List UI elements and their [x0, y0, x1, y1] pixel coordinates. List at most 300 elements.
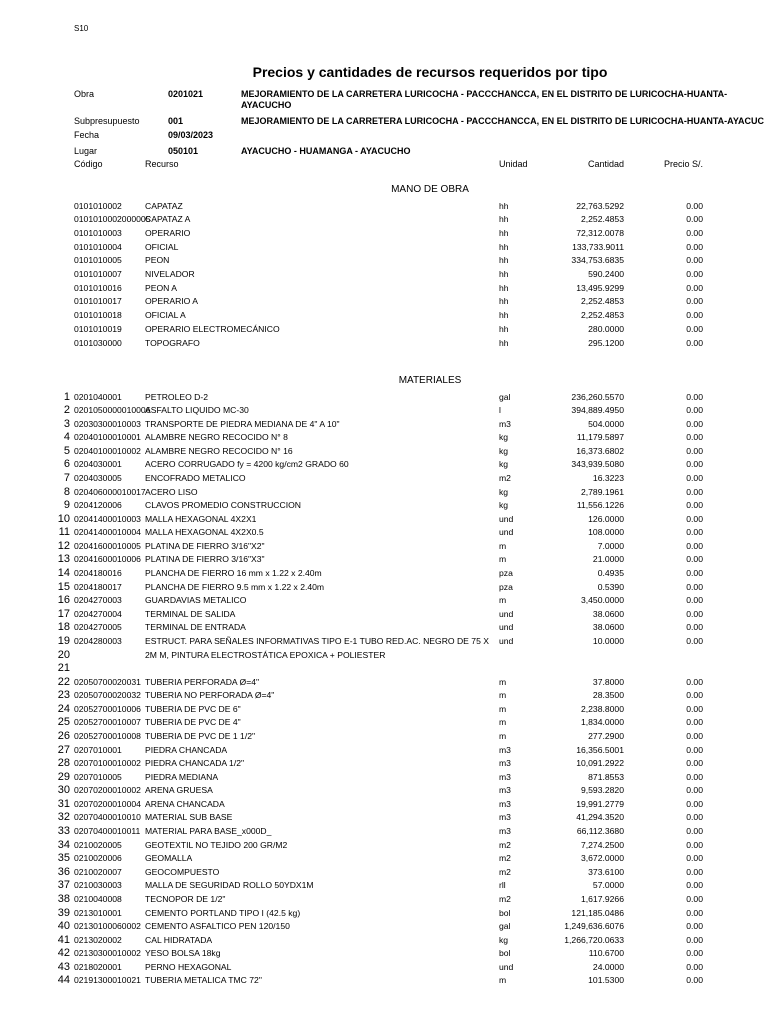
resource-quantity: 236,260.5570: [571, 391, 624, 402]
resource-code: 02052700010007: [74, 717, 141, 728]
resource-price: 0.00: [686, 269, 703, 279]
row-number: 27: [57, 743, 70, 756]
table-row: [0, 404, 768, 418]
table-row: [0, 540, 768, 554]
resource-price: 0.00: [686, 676, 703, 687]
resource-quantity: 101.5300: [588, 975, 624, 986]
resource-unit: m3: [499, 758, 511, 769]
resource-quantity: 22,763.5292: [576, 200, 624, 211]
table-row: [0, 472, 768, 486]
resource-description: ACERO CORRUGADO fy = 4200 kg/cm2 GRADO 60: [145, 459, 349, 470]
resource-price: 0.00: [686, 282, 703, 293]
resource-unit: m2: [499, 839, 511, 850]
resource-code: 0213010001: [74, 907, 122, 918]
resource-unit: hh: [499, 296, 509, 307]
row-number: 18: [57, 621, 70, 634]
resource-code: 0204270003: [74, 595, 122, 606]
resource-quantity: 11,179.5897: [576, 432, 624, 443]
row-number: 25: [57, 716, 70, 729]
resource-quantity: 2,238.8000: [580, 703, 624, 714]
resource-price: 0.00: [686, 826, 703, 837]
resource-description: TUBERIA PERFORADA Ø=4": [145, 676, 260, 687]
resource-description: CEMENTO PORTLAND TIPO I (42.5 kg): [145, 907, 301, 918]
resource-code: 0101010019: [74, 323, 122, 334]
resource-quantity: 504.0000: [588, 418, 624, 429]
resource-quantity: 1,617.9266: [580, 893, 624, 904]
col-cantidad: Cantidad: [587, 159, 624, 169]
row-number: 41: [57, 933, 70, 946]
obra-desc-2: AYACUCHO: [241, 100, 292, 110]
resource-quantity: 10.0000: [592, 635, 624, 646]
resource-code: 0101010007: [74, 269, 122, 279]
resource-quantity: 334,753.6835: [571, 255, 624, 266]
row-number: 38: [57, 892, 70, 905]
resource-description: ALAMBRE NEGRO RECOCIDO N° 8: [145, 432, 288, 443]
resource-unit: m2: [499, 472, 511, 483]
table-row: [0, 254, 768, 268]
resource-price: 0.00: [686, 500, 703, 511]
resource-quantity: 277.2900: [588, 731, 624, 741]
row-number: 40: [57, 920, 70, 933]
resource-quantity: 2,252.4853: [580, 310, 624, 321]
resource-description: CAPATAZ A: [145, 214, 191, 225]
resource-unit: hh: [499, 282, 509, 293]
resource-description: OPERARIO A: [145, 296, 199, 307]
resource-description: MATERIAL PARA BASE_x000D_: [145, 826, 272, 837]
resource-code: 02041400010004: [74, 527, 141, 538]
resource-price: 0.00: [686, 880, 703, 891]
resource-code: 02130100060002: [74, 921, 141, 932]
resource-description: PERNO HEXAGONAL: [145, 961, 232, 972]
resource-quantity: 590.2400: [588, 269, 624, 279]
resource-price: 0.00: [686, 961, 703, 972]
resource-price: 0.00: [686, 418, 703, 429]
resource-unit: gal: [499, 391, 511, 402]
table-row: [0, 486, 768, 500]
resource-description: TUBERIA NO PERFORADA Ø=4": [145, 690, 275, 701]
resource-code: 0210020007: [74, 866, 122, 877]
table-row: [0, 567, 768, 581]
resource-quantity: 394,889.4950: [571, 405, 624, 416]
row-number: 36: [57, 865, 70, 878]
table-row: [0, 337, 768, 351]
resource-quantity: 3,450.0000: [580, 595, 624, 606]
resource-code: 0204120006: [74, 500, 122, 511]
resource-code: 02041600010005: [74, 540, 141, 551]
row-number: 26: [57, 730, 70, 742]
resource-price: 0.00: [686, 296, 703, 307]
table-row: [0, 268, 768, 282]
resource-unit: m: [499, 540, 507, 551]
table-row: [0, 771, 768, 785]
resource-price: 0.00: [686, 472, 703, 483]
row-number: 33: [57, 825, 70, 838]
resource-code: 0218020001: [74, 961, 122, 972]
resource-unit: m3: [499, 785, 511, 796]
resource-code: 0210030003: [74, 880, 122, 891]
resource-unit: hh: [499, 269, 509, 279]
resource-price: 0.00: [686, 703, 703, 714]
resource-code: 02050700020032: [74, 690, 141, 701]
table-row: [0, 961, 768, 975]
resource-price: 0.00: [686, 581, 703, 592]
fecha-value: 09/03/2023: [168, 130, 214, 140]
row-number: 2: [63, 404, 70, 417]
table-row: [0, 458, 768, 472]
resource-price: 0.00: [686, 948, 703, 959]
resource-unit: m: [499, 731, 507, 741]
resource-price: 0.00: [686, 731, 703, 741]
resource-unit: hh: [499, 323, 509, 334]
resource-code: 0213020002: [74, 934, 122, 945]
resource-description: TECNOPOR DE 1/2": [145, 893, 226, 904]
resource-code: 0204270005: [74, 622, 122, 633]
resource-code: 0101010004: [74, 241, 122, 252]
resource-description: PIEDRA CHANCADA: [145, 744, 228, 755]
resource-description: TUBERIA DE PVC DE 4": [145, 717, 241, 728]
resource-description: GEOCOMPUESTO: [145, 866, 220, 877]
row-number: 6: [63, 458, 70, 471]
resource-price: 0.00: [686, 554, 703, 565]
resource-description: MALLA HEXAGONAL 4X2X0.5: [145, 527, 264, 538]
resource-unit: kg: [499, 500, 509, 511]
subpresupuesto-code: 001: [168, 116, 184, 126]
resource-code: 02040100010002: [74, 445, 141, 456]
row-number: 43: [57, 960, 70, 973]
row-number: 3: [63, 417, 70, 430]
resource-unit: hh: [499, 255, 509, 266]
resource-unit: pza: [499, 568, 513, 579]
resource-quantity: 2,252.4853: [580, 214, 624, 225]
resource-price: 0.00: [686, 513, 703, 524]
table-row: [0, 200, 768, 214]
table-row: [0, 798, 768, 812]
resource-unit: gal: [499, 921, 511, 932]
resource-unit: m2: [499, 893, 511, 904]
table-row: [0, 757, 768, 771]
row-number: 19: [57, 634, 70, 647]
obra-code: 0201021: [168, 89, 204, 99]
resource-code: 0101010002000005: [74, 214, 151, 225]
resource-description: GEOMALLA: [145, 853, 193, 864]
resource-description: TUBERIA DE PVC DE 1 1/2": [145, 731, 256, 741]
resource-description: PIEDRA CHANCADA 1/2": [145, 758, 245, 769]
resource-unit: m: [499, 975, 507, 986]
resource-quantity: 19,991.2779: [576, 798, 624, 809]
resource-price: 0.00: [686, 853, 703, 864]
resource-unit: bol: [499, 907, 511, 918]
table-row: [0, 526, 768, 540]
table-row: [0, 391, 768, 405]
resource-price: 0.00: [686, 255, 703, 266]
table-row: [0, 282, 768, 296]
resource-quantity: 2,789.1961: [580, 486, 624, 497]
resource-code: 02041400010003: [74, 513, 141, 524]
resource-description: CLAVOS PROMEDIO CONSTRUCCION: [145, 500, 301, 511]
resource-quantity: 7.0000: [597, 540, 624, 551]
resource-code: 020406000010017: [74, 486, 146, 497]
resource-price: 0.00: [686, 866, 703, 877]
resource-description: ACERO LISO: [145, 486, 198, 497]
row-number: 44: [57, 974, 70, 987]
resource-description: ARENA CHANCADA: [145, 798, 225, 809]
lugar-code: 050101: [168, 146, 199, 156]
resource-unit: m: [499, 676, 507, 687]
table-row: [0, 445, 768, 459]
resource-unit: und: [499, 513, 514, 524]
resource-quantity: 13,495.9299: [576, 282, 624, 293]
resource-unit: hh: [499, 310, 509, 321]
resource-price: 0.00: [686, 934, 703, 945]
resource-description: PETROLEO D-2: [145, 391, 209, 402]
resource-price: 0.00: [686, 227, 703, 238]
resource-description: TERMINAL DE ENTRADA: [145, 622, 246, 633]
resource-unit: rll: [499, 880, 506, 891]
row-number: 8: [63, 485, 70, 498]
row-number: 7: [63, 471, 70, 484]
resource-price: 0.00: [686, 921, 703, 932]
resource-description: TERMINAL DE SALIDA: [145, 608, 236, 619]
row-number: 29: [57, 770, 70, 783]
table-row: [0, 893, 768, 907]
table-row: [0, 784, 768, 798]
resource-quantity: 871.8553: [588, 771, 624, 782]
resource-quantity: 0.4935: [597, 568, 624, 579]
resource-description: MATERIAL SUB BASE: [145, 812, 233, 823]
resource-unit: hh: [499, 337, 509, 348]
resource-unit: hh: [499, 214, 509, 225]
resource-price: 0.00: [686, 337, 703, 348]
resource-quantity: 57.0000: [592, 880, 624, 891]
row-number: 13: [57, 553, 70, 566]
row-number: 30: [57, 784, 70, 797]
resource-quantity: 21.0000: [592, 554, 624, 565]
resource-quantity: 3,672.0000: [580, 853, 624, 864]
resource-quantity: 110.6700: [588, 948, 624, 959]
col-unidad: Unidad: [499, 159, 528, 169]
resource-unit: kg: [499, 459, 509, 470]
resource-code: 0201050000010006: [74, 405, 151, 416]
table-row: [0, 730, 768, 744]
resource-code: 02130300010002: [74, 948, 141, 959]
resource-code: 0101010016: [74, 282, 122, 293]
resource-quantity: 10,091.2922: [576, 758, 624, 769]
resource-code: 02070400010011: [74, 826, 141, 837]
resource-code: 02070200010004: [74, 798, 141, 809]
row-number: 4: [63, 431, 70, 444]
resource-description: CAPATAZ: [145, 200, 183, 211]
resource-price: 0.00: [686, 785, 703, 796]
resource-description: MALLA HEXAGONAL 4X2X1: [145, 513, 257, 524]
resource-quantity: 126.0000: [588, 513, 624, 524]
resource-code: 0101010003: [74, 227, 122, 238]
resource-price: 0.00: [686, 486, 703, 497]
resource-price: 0.00: [686, 717, 703, 728]
resource-description: PLANCHA DE FIERRO 16 mm x 1.22 x 2.40m: [145, 568, 322, 579]
resource-code: 0204030005: [74, 472, 122, 483]
resource-price: 0.00: [686, 839, 703, 850]
resource-unit: m: [499, 703, 507, 714]
resource-price: 0.00: [686, 635, 703, 646]
table-row: [0, 418, 768, 432]
resource-description: ENCOFRADO METALICO: [145, 472, 246, 483]
resource-unit: und: [499, 622, 514, 633]
resource-description: PIEDRA MEDIANA: [145, 771, 219, 782]
table-row: [0, 241, 768, 255]
resource-description: GEOTEXTIL NO TEJIDO 200 GR/M2: [145, 839, 288, 850]
row-number: 24: [57, 702, 70, 715]
table-row: [0, 499, 768, 513]
row-number: 34: [57, 838, 70, 851]
resource-description: CAL HIDRATADA: [145, 934, 213, 945]
resource-quantity: 343,939.5080: [571, 459, 624, 470]
row-number: 12: [57, 539, 70, 552]
resource-code: 0204180016: [74, 568, 122, 579]
resource-price: 0.00: [686, 241, 703, 252]
resource-price: 0.00: [686, 445, 703, 456]
table-row: [0, 825, 768, 839]
resource-quantity: 1,834.0000: [580, 717, 624, 728]
table-row: [0, 649, 768, 663]
resource-unit: m: [499, 717, 507, 728]
resource-description: TRANSPORTE DE PIEDRA MEDIANA DE 4" A 10": [145, 418, 340, 429]
resource-price: 0.00: [686, 595, 703, 606]
resource-description: 2M M, PINTURA ELECTROSTÁTICA EPOXICA + POLIESTER: [145, 649, 386, 660]
row-number: 20: [57, 648, 70, 661]
lugar-label: Lugar: [74, 146, 98, 156]
resource-price: 0.00: [686, 812, 703, 823]
resource-price: 0.00: [686, 975, 703, 986]
resource-unit: und: [499, 527, 514, 538]
resource-code: 0210020006: [74, 853, 122, 864]
section-materiales: MATERIALES: [398, 375, 462, 386]
resource-quantity: 41,294.3520: [576, 812, 624, 823]
resource-code: 02041600010006: [74, 554, 141, 565]
col-recurso: Recurso: [145, 159, 179, 169]
resource-quantity: 373.6100: [588, 866, 624, 877]
table-row: [0, 839, 768, 853]
row-number: 10: [57, 512, 70, 525]
resource-quantity: 11,556.1226: [576, 500, 624, 511]
subpresupuesto-label: Subpresupuesto: [74, 116, 140, 126]
resource-quantity: 1,266,720.0633: [564, 934, 624, 945]
resource-price: 0.00: [686, 405, 703, 416]
report-tag: S10: [74, 24, 89, 33]
table-row: [0, 227, 768, 241]
row-number: 22: [57, 675, 70, 688]
resource-quantity: 7,274.2500: [580, 839, 624, 850]
resource-price: 0.00: [686, 744, 703, 755]
resource-price: 0.00: [686, 540, 703, 551]
resource-price: 0.00: [686, 690, 703, 701]
resource-price: 0.00: [686, 432, 703, 443]
row-number: 31: [57, 797, 70, 810]
row-number: 39: [57, 906, 70, 919]
resource-price: 0.00: [686, 323, 703, 334]
resource-price: 0.00: [686, 459, 703, 470]
resource-code: 02052700010008: [74, 731, 141, 741]
resource-unit: kg: [499, 486, 509, 497]
resource-unit: kg: [499, 934, 509, 945]
resource-unit: m2: [499, 866, 511, 877]
page-title: Precios y cantidades de recursos requeridos por tipo: [252, 64, 608, 80]
resource-quantity: 38.0600: [592, 622, 624, 633]
resource-price: 0.00: [686, 391, 703, 402]
resource-unit: und: [499, 608, 514, 619]
table-row: [0, 581, 768, 595]
resource-unit: bol: [499, 948, 511, 959]
resource-price: 0.00: [686, 758, 703, 769]
resource-code: 0210020005: [74, 839, 122, 850]
resource-code: 0207010001: [74, 744, 122, 755]
resource-code: 0101010002: [74, 200, 122, 211]
table-row: [0, 852, 768, 866]
resource-description: ESTRUCT. PARA SEÑALES INFORMATIVAS TIPO E-1 TUBO RED.AC. NEGRO DE 75 X: [145, 635, 489, 646]
table-row: [0, 662, 768, 676]
resource-code: 02040100010001: [74, 432, 141, 443]
resource-price: 0.00: [686, 527, 703, 538]
resource-unit: m3: [499, 771, 511, 782]
row-number: 9: [63, 499, 70, 512]
row-number: 17: [57, 607, 70, 620]
resource-quantity: 28.3500: [592, 690, 624, 701]
resource-description: GUARDAVIAS METALICO: [145, 595, 247, 606]
table-row: [0, 907, 768, 921]
resource-quantity: 72,312.0078: [576, 227, 624, 238]
resource-code: 02070200010002: [74, 785, 141, 796]
table-row: [0, 608, 768, 622]
table-row: [0, 920, 768, 934]
resource-code: 0101010018: [74, 310, 122, 321]
resource-price: 0.00: [686, 798, 703, 809]
col-codigo: Código: [74, 159, 103, 169]
resource-code: 0204180017: [74, 581, 122, 592]
section-mano-de-obra: MANO DE OBRA: [391, 184, 469, 195]
resource-quantity: 9,593.2820: [580, 785, 624, 796]
resource-unit: m: [499, 595, 507, 606]
resource-quantity: 108.0000: [588, 527, 624, 538]
resource-description: ARENA GRUESA: [145, 785, 213, 796]
resource-quantity: 66,112.3680: [576, 826, 624, 837]
resource-price: 0.00: [686, 200, 703, 211]
col-precio: Precio S/.: [663, 159, 703, 169]
table-row: [0, 866, 768, 880]
resource-quantity: 295.1200: [588, 337, 624, 348]
table-row: [0, 323, 768, 337]
resource-code: 02191300010021: [74, 975, 141, 986]
resource-description: ASFALTO LIQUIDO MC-30: [145, 405, 249, 416]
table-row: [0, 703, 768, 717]
table-row: [0, 295, 768, 309]
resource-unit: m3: [499, 798, 511, 809]
table-row: [0, 934, 768, 948]
table-row: [0, 811, 768, 825]
resource-unit: hh: [499, 241, 509, 252]
row-number: 32: [57, 811, 70, 824]
resource-code: 0204030001: [74, 459, 122, 470]
row-number: 16: [57, 594, 70, 607]
resource-description: OPERARIO ELECTROMECÁNICO: [145, 323, 280, 334]
obra-desc-1: MEJORAMIENTO DE LA CARRETERA LURICOCHA - PACCCHANCCA, EN EL DISTRITO DE LURICOCHA-HUANTA-: [241, 89, 728, 99]
resource-code: 02070400010010: [74, 812, 141, 823]
row-number: 11: [58, 526, 70, 539]
resource-quantity: 121,185.0486: [571, 907, 624, 918]
resource-quantity: 2,252.4853: [580, 296, 624, 307]
row-number: 21: [57, 662, 70, 675]
table-row: [0, 431, 768, 445]
resource-description: PLATINA DE FIERRO 3/16"X3": [145, 554, 265, 565]
resource-description: NIVELADOR: [145, 269, 195, 279]
